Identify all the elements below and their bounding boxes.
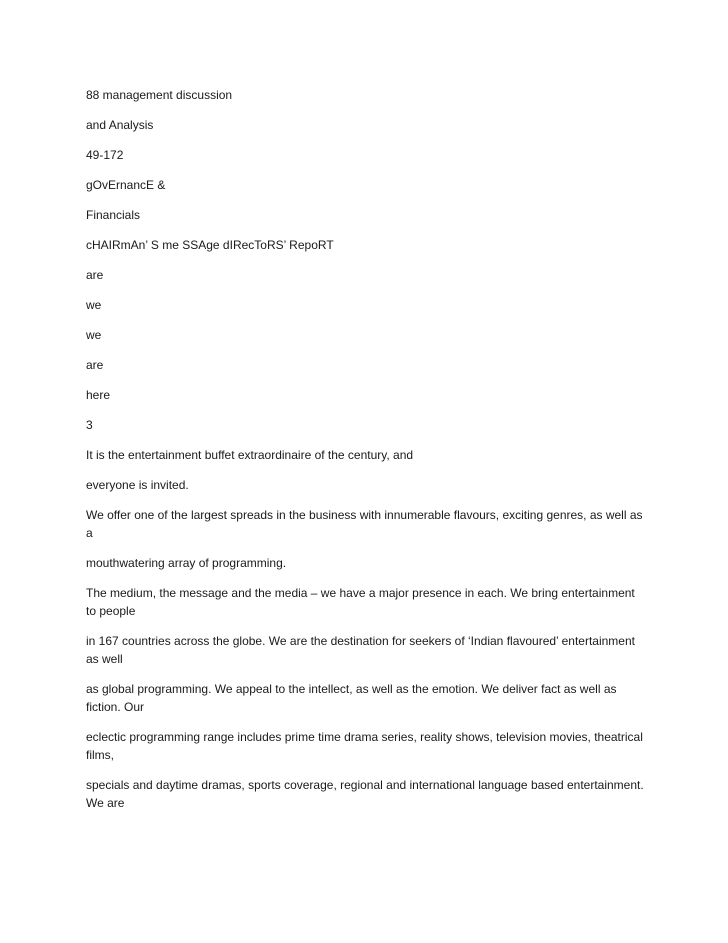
word-line-here: here — [86, 388, 111, 402]
body-paragraph: specials and daytime dramas, sports coverage, regional and international language based entertainment. We are — [86, 778, 644, 810]
financials-line: Financials — [86, 208, 141, 222]
governance-line: gOvErnancE & — [86, 178, 166, 192]
body-paragraph: eclectic programming range includes prime time drama series, reality shows, television movies, theatrical films, — [86, 730, 643, 762]
word-line-we: we — [86, 298, 102, 312]
section-number-line: 88 management discussion — [86, 88, 233, 102]
body-paragraph: as global programming. We appeal to the intellect, as well as the emotion. We deliver fact as well as fiction. Our — [86, 682, 617, 714]
document-body — [86, 86, 646, 824]
body-paragraph: everyone is invited. — [86, 478, 189, 492]
section-title-line: and Analysis — [86, 118, 154, 132]
body-paragraph: in 167 countries across the globe. We are the destination for seekers of ‘Indian flavoured’ entertainment as well — [86, 634, 635, 666]
word-line-are: are — [86, 268, 104, 282]
word-line-are-2: are — [86, 358, 104, 372]
word-line-we-2: we — [86, 328, 102, 342]
body-paragraph: mouthwatering array of programming. — [86, 556, 287, 570]
page-range-line: 49-172 — [86, 148, 124, 162]
body-paragraph: We offer one of the largest spreads in the business with innumerable flavours, exciting genres, as well as a — [86, 508, 643, 540]
page-number-line: 3 — [86, 418, 93, 432]
body-paragraph: The medium, the message and the media – we have a major presence in each. We bring entertainment to people — [86, 586, 635, 618]
report-heading-line: cHAIRmAn’ S me SSAge dIRecToRS’ RepoRT — [86, 238, 334, 252]
body-paragraph: It is the entertainment buffet extraordinaire of the century, and — [86, 448, 414, 462]
